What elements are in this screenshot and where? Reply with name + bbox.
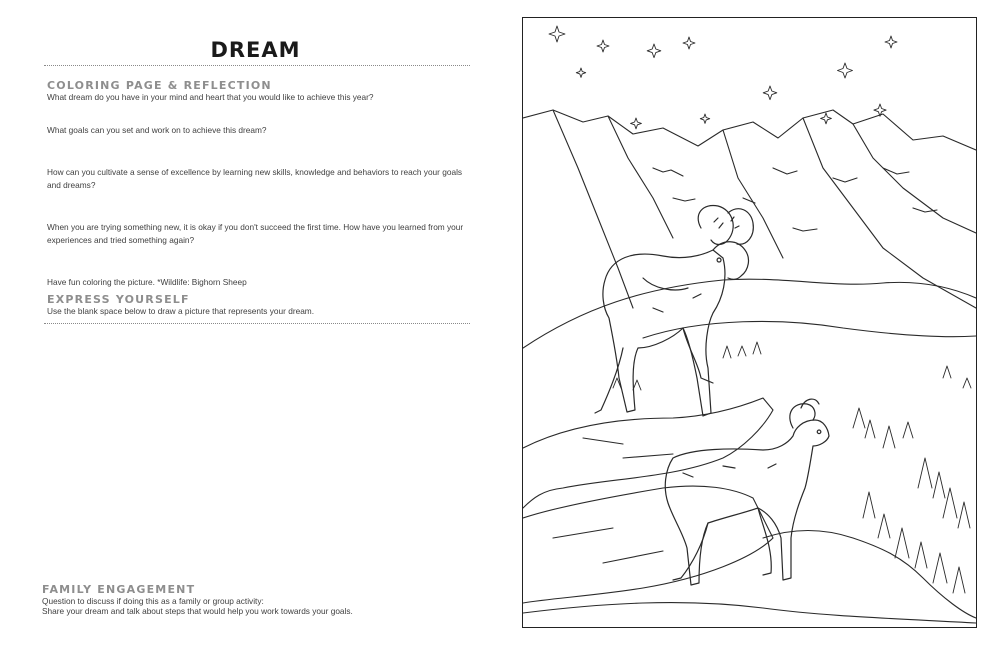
stars [549,26,897,129]
divider-top [44,65,470,66]
reflection-question-2: What goals can you set and work on to achieve this dream? [47,125,267,135]
page-title: DREAM [210,38,301,62]
family-heading: FAMILY ENGAGEMENT [42,583,196,596]
coloring-picture [522,17,977,628]
express-instruction: Use the blank space below to draw a picture that represents your dream. [47,306,315,316]
coloring-instruction: Have fun coloring the picture. *Wildlife: Bighorn Sheep [47,277,247,287]
reflection-question-4: When you are trying something new, it is okay if you don't succeed the first time. How have you learned from your experiences and tried something again? [47,222,464,245]
bighorn-ewe [665,399,829,585]
pine-trees [613,342,971,593]
reflection-heading: COLORING PAGE & REFLECTION [47,79,272,92]
family-prompt: Share your dream and talk about steps that would help you work towards your goals. [42,606,353,616]
divider-bottom [44,323,470,324]
express-heading: EXPRESS YOURSELF [47,293,190,306]
reflection-panel [0,0,490,647]
reflection-question-1: What dream do you have in your mind and heart that you would like to achieve this year? [47,92,374,102]
family-question: Question to discuss if doing this as a family or group activity: [42,596,264,606]
reflection-question-3: How can you cultivate a sense of excellence by learning new skills, knowledge and behaviors to reach your goals and dreams? [47,167,463,190]
mountains [523,110,976,348]
bighorn-sheep-illustration [523,18,976,627]
bighorn-ram [595,206,753,416]
